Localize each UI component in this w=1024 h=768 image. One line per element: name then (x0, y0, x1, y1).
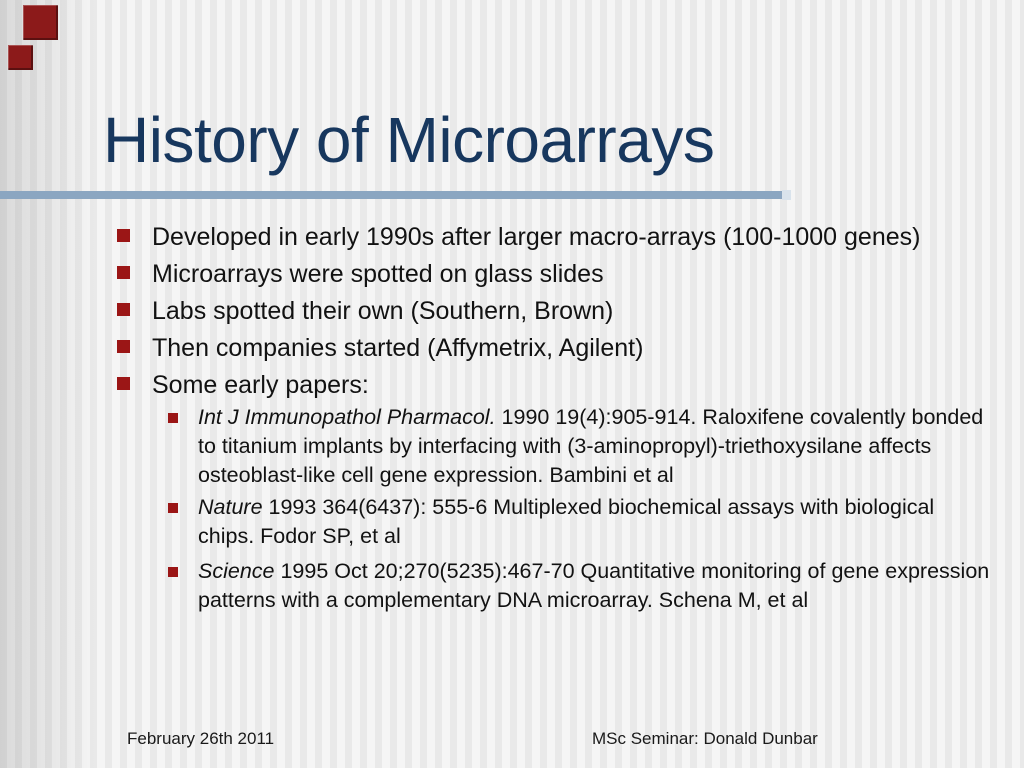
bullet-text: Developed in early 1990s after larger macro-arrays (100-1000 genes) (152, 223, 921, 251)
footer-seminar-credit: MSc Seminar: Donald Dunbar (592, 729, 818, 748)
sub-bullet-square-icon (168, 503, 178, 513)
sub-bullet-text (198, 403, 993, 490)
sub-bullet-item (168, 403, 993, 490)
footer-date: February 26th 2011 (127, 729, 275, 748)
journal-name: Int J Immunopathol Pharmacol. (198, 405, 496, 429)
bullet-square-icon (117, 340, 130, 353)
bullet-text: Labs spotted their own (Southern, Brown) (152, 297, 614, 325)
sub-bullet-square-icon (168, 567, 178, 577)
decor-square-large (23, 5, 58, 40)
sub-bullet-text (198, 493, 993, 551)
bullet-square-icon (117, 377, 130, 390)
left-edge-shading (0, 0, 95, 768)
bullet-square-icon (117, 229, 130, 242)
decor-square-small-face (8, 45, 33, 70)
sub-bullet-item (168, 557, 993, 615)
bullet-item (117, 259, 1024, 289)
decor-square-large-face (23, 5, 58, 40)
bullet-item (117, 296, 1024, 326)
slide-title: History of Microarrays (103, 104, 715, 176)
citation-text: 1995 Oct 20;270(5235):467-70 Quantitative monitoring of gene expression patterns with a complementary DNA microarray. Schena M, et al (198, 559, 990, 612)
title-underline-rule (0, 191, 782, 199)
citation-text: 1993 364(6437): 555-6 Multiplexed biochemical assays with biological chips. Fodor SP, et al (198, 495, 935, 548)
bullet-item (117, 370, 1024, 400)
citation-text: 1990 19(4):905-914. Raloxifene covalently bonded to titanium implants by interfacing with (3-aminopropyl)-triethoxysilane affects osteoblast-like cell gene expression. Bambini et al (198, 405, 984, 487)
sub-bullet-square-icon (168, 413, 178, 423)
bullet-item (117, 222, 1024, 252)
bullet-square-icon (117, 266, 130, 279)
bullet-square-icon (117, 303, 130, 316)
journal-name: Nature (198, 495, 263, 519)
bullet-text: Microarrays were spotted on glass slides (152, 260, 604, 288)
bullet-text: Then companies started (Affymetrix, Agilent) (152, 334, 644, 362)
journal-name: Science (198, 559, 275, 583)
sub-bullet-item (168, 493, 993, 551)
sub-bullet-text (198, 557, 993, 615)
decor-square-small (8, 45, 33, 70)
bullet-item (117, 333, 1024, 363)
bullet-text: Some early papers: (152, 371, 369, 399)
